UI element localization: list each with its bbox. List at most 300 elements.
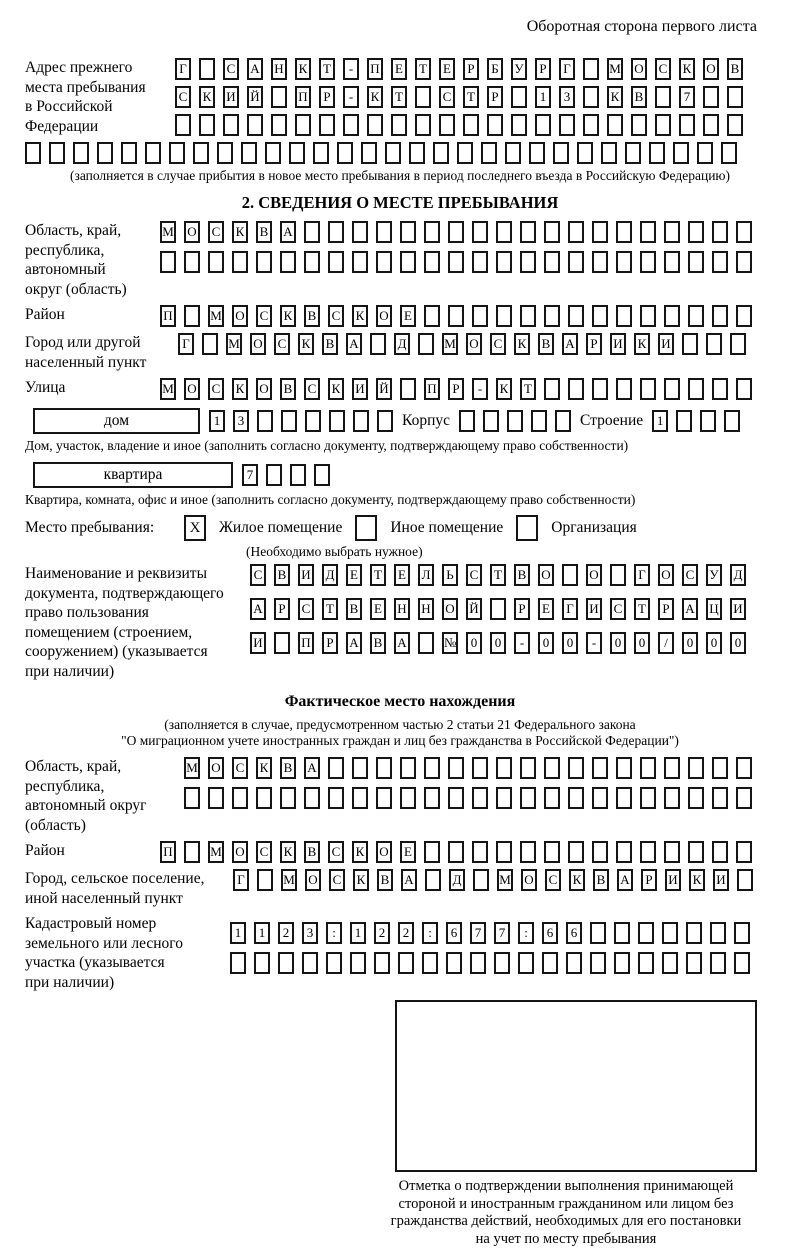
char-cell[interactable]	[175, 114, 191, 136]
char-cell[interactable]: Г	[562, 598, 578, 620]
char-cell[interactable]: И	[586, 598, 602, 620]
char-cell[interactable]: В	[280, 757, 296, 779]
apartment-cells[interactable]	[242, 464, 330, 486]
char-cell[interactable]	[566, 952, 582, 974]
char-cell[interactable]	[724, 410, 740, 432]
char-cell[interactable]: И	[250, 632, 266, 654]
char-cell[interactable]	[727, 86, 743, 108]
char-cell[interactable]	[662, 922, 678, 944]
korpus-cells[interactable]	[459, 410, 571, 432]
char-cell[interactable]: В	[514, 564, 530, 586]
char-cell[interactable]: М	[160, 221, 176, 243]
char-cell[interactable]	[352, 787, 368, 809]
char-cell[interactable]	[472, 305, 488, 327]
char-cell[interactable]	[385, 142, 401, 164]
char-cell[interactable]	[376, 757, 392, 779]
char-cell[interactable]	[568, 251, 584, 273]
char-cell[interactable]: -	[343, 86, 359, 108]
char-cell[interactable]	[703, 114, 719, 136]
char-cell[interactable]: Г	[559, 58, 575, 80]
char-cell[interactable]	[304, 787, 320, 809]
char-cell[interactable]	[472, 757, 488, 779]
char-cell[interactable]: Е	[400, 841, 416, 863]
char-cell[interactable]	[496, 757, 512, 779]
char-cell[interactable]	[305, 410, 321, 432]
document-row-2[interactable]	[250, 598, 746, 620]
char-cell[interactable]	[343, 114, 359, 136]
char-cell[interactable]	[314, 464, 330, 486]
char-cell[interactable]	[614, 922, 630, 944]
char-cell[interactable]	[607, 114, 623, 136]
char-cell[interactable]	[664, 787, 680, 809]
char-cell[interactable]	[577, 142, 593, 164]
char-cell[interactable]	[610, 564, 626, 586]
char-cell[interactable]: :	[326, 922, 342, 944]
char-cell[interactable]	[640, 757, 656, 779]
char-cell[interactable]: Е	[439, 58, 455, 80]
confirmation-mark-box[interactable]	[395, 1000, 757, 1172]
char-cell[interactable]: Р	[535, 58, 551, 80]
char-cell[interactable]: О	[538, 564, 554, 586]
char-cell[interactable]	[448, 305, 464, 327]
stay-type-checkbox-other[interactable]	[355, 515, 377, 541]
char-cell[interactable]	[520, 305, 536, 327]
char-cell[interactable]	[352, 757, 368, 779]
char-cell[interactable]	[679, 114, 695, 136]
char-cell[interactable]: К	[232, 378, 248, 400]
char-cell[interactable]: П	[295, 86, 311, 108]
char-cell[interactable]: 6	[446, 922, 462, 944]
char-cell[interactable]	[193, 142, 209, 164]
char-cell[interactable]	[736, 378, 752, 400]
char-cell[interactable]: И	[713, 869, 729, 891]
char-cell[interactable]	[199, 114, 215, 136]
char-cell[interactable]	[376, 221, 392, 243]
char-cell[interactable]	[448, 251, 464, 273]
char-cell[interactable]	[490, 598, 506, 620]
char-cell[interactable]: Д	[730, 564, 746, 586]
char-cell[interactable]: С	[439, 86, 455, 108]
char-cell[interactable]: С	[682, 564, 698, 586]
char-cell[interactable]	[472, 251, 488, 273]
char-cell[interactable]: О	[232, 841, 248, 863]
char-cell[interactable]	[25, 142, 41, 164]
char-cell[interactable]: И	[298, 564, 314, 586]
char-cell[interactable]	[281, 410, 297, 432]
char-cell[interactable]	[472, 841, 488, 863]
char-cell[interactable]: М	[607, 58, 623, 80]
char-cell[interactable]: /	[658, 632, 674, 654]
char-cell[interactable]: 1	[254, 922, 270, 944]
char-cell[interactable]	[329, 410, 345, 432]
char-cell[interactable]	[712, 305, 728, 327]
char-cell[interactable]	[271, 86, 287, 108]
char-cell[interactable]	[542, 952, 558, 974]
char-cell[interactable]: О	[232, 305, 248, 327]
char-cell[interactable]: О	[521, 869, 537, 891]
char-cell[interactable]: К	[280, 841, 296, 863]
char-cell[interactable]: 0	[682, 632, 698, 654]
char-cell[interactable]: Т	[490, 564, 506, 586]
char-cell[interactable]: 1	[350, 922, 366, 944]
char-cell[interactable]	[280, 787, 296, 809]
char-cell[interactable]	[448, 787, 464, 809]
char-cell[interactable]	[374, 952, 390, 974]
char-cell[interactable]: М	[160, 378, 176, 400]
char-cell[interactable]: К	[256, 757, 272, 779]
char-cell[interactable]	[424, 757, 440, 779]
char-cell[interactable]	[304, 221, 320, 243]
char-cell[interactable]: О	[376, 305, 392, 327]
char-cell[interactable]	[377, 410, 393, 432]
actual-region-row-1[interactable]	[184, 757, 752, 779]
char-cell[interactable]: К	[280, 305, 296, 327]
char-cell[interactable]	[304, 251, 320, 273]
char-cell[interactable]	[328, 757, 344, 779]
char-cell[interactable]	[507, 410, 523, 432]
char-cell[interactable]: 2	[374, 922, 390, 944]
char-cell[interactable]	[590, 952, 606, 974]
char-cell[interactable]: О	[376, 841, 392, 863]
char-cell[interactable]: Г	[175, 58, 191, 80]
char-cell[interactable]	[544, 787, 560, 809]
char-cell[interactable]	[328, 251, 344, 273]
char-cell[interactable]	[257, 869, 273, 891]
char-cell[interactable]: Т	[322, 598, 338, 620]
char-cell[interactable]	[353, 410, 369, 432]
char-cell[interactable]	[446, 952, 462, 974]
char-cell[interactable]: А	[280, 221, 296, 243]
char-cell[interactable]: 1	[230, 922, 246, 944]
document-row-3[interactable]	[250, 632, 746, 654]
char-cell[interactable]	[391, 114, 407, 136]
char-cell[interactable]: И	[658, 333, 674, 355]
char-cell[interactable]: А	[682, 598, 698, 620]
char-cell[interactable]	[529, 142, 545, 164]
char-cell[interactable]	[736, 305, 752, 327]
char-cell[interactable]	[544, 221, 560, 243]
char-cell[interactable]	[295, 114, 311, 136]
char-cell[interactable]	[688, 251, 704, 273]
char-cell[interactable]	[448, 221, 464, 243]
char-cell[interactable]: 0	[538, 632, 554, 654]
char-cell[interactable]: О	[658, 564, 674, 586]
char-cell[interactable]	[664, 378, 680, 400]
char-cell[interactable]: 3	[233, 410, 249, 432]
char-cell[interactable]: 7	[470, 922, 486, 944]
char-cell[interactable]: 0	[562, 632, 578, 654]
char-cell[interactable]	[520, 251, 536, 273]
char-cell[interactable]: К	[199, 86, 215, 108]
char-cell[interactable]	[328, 221, 344, 243]
char-cell[interactable]	[737, 869, 753, 891]
char-cell[interactable]	[184, 841, 200, 863]
prev-address-row-2[interactable]	[175, 86, 743, 108]
document-row-1[interactable]	[250, 564, 746, 586]
char-cell[interactable]: 7	[242, 464, 258, 486]
char-cell[interactable]	[734, 952, 750, 974]
char-cell[interactable]	[625, 142, 641, 164]
char-cell[interactable]: К	[232, 221, 248, 243]
char-cell[interactable]	[688, 378, 704, 400]
char-cell[interactable]	[682, 333, 698, 355]
char-cell[interactable]: К	[295, 58, 311, 80]
char-cell[interactable]: Р	[487, 86, 503, 108]
char-cell[interactable]: Р	[322, 632, 338, 654]
char-cell[interactable]: Д	[449, 869, 465, 891]
char-cell[interactable]: В	[631, 86, 647, 108]
char-cell[interactable]: С	[610, 598, 626, 620]
char-cell[interactable]: 1	[652, 410, 668, 432]
char-cell[interactable]: С	[208, 378, 224, 400]
char-cell[interactable]	[703, 86, 719, 108]
char-cell[interactable]: С	[466, 564, 482, 586]
char-cell[interactable]: Т	[520, 378, 536, 400]
char-cell[interactable]: 2	[398, 922, 414, 944]
char-cell[interactable]	[553, 142, 569, 164]
char-cell[interactable]	[655, 114, 671, 136]
char-cell[interactable]	[730, 333, 746, 355]
char-cell[interactable]: П	[160, 841, 176, 863]
char-cell[interactable]: К	[679, 58, 695, 80]
char-cell[interactable]: Г	[178, 333, 194, 355]
char-cell[interactable]: -	[514, 632, 530, 654]
char-cell[interactable]: Е	[394, 564, 410, 586]
char-cell[interactable]	[361, 142, 377, 164]
char-cell[interactable]	[664, 221, 680, 243]
char-cell[interactable]	[688, 305, 704, 327]
char-cell[interactable]	[232, 787, 248, 809]
char-cell[interactable]: М	[281, 869, 297, 891]
char-cell[interactable]: М	[497, 869, 513, 891]
prev-address-row-4[interactable]	[25, 142, 775, 164]
char-cell[interactable]: К	[353, 869, 369, 891]
char-cell[interactable]	[568, 787, 584, 809]
char-cell[interactable]	[230, 952, 246, 974]
char-cell[interactable]	[583, 86, 599, 108]
char-cell[interactable]	[583, 114, 599, 136]
char-cell[interactable]	[590, 922, 606, 944]
char-cell[interactable]: В	[727, 58, 743, 80]
char-cell[interactable]: А	[346, 632, 362, 654]
prev-address-row-1[interactable]	[175, 58, 743, 80]
char-cell[interactable]	[631, 114, 647, 136]
char-cell[interactable]	[160, 251, 176, 273]
char-cell[interactable]: Р	[319, 86, 335, 108]
char-cell[interactable]	[418, 333, 434, 355]
prev-address-row-3[interactable]	[175, 114, 743, 136]
char-cell[interactable]: П	[424, 378, 440, 400]
char-cell[interactable]: А	[346, 333, 362, 355]
char-cell[interactable]: О	[631, 58, 647, 80]
char-cell[interactable]: М	[184, 757, 200, 779]
char-cell[interactable]: А	[562, 333, 578, 355]
char-cell[interactable]	[592, 305, 608, 327]
char-cell[interactable]: В	[593, 869, 609, 891]
char-cell[interactable]	[326, 952, 342, 974]
char-cell[interactable]	[555, 410, 571, 432]
char-cell[interactable]: 2	[278, 922, 294, 944]
char-cell[interactable]: Е	[391, 58, 407, 80]
char-cell[interactable]	[592, 251, 608, 273]
char-cell[interactable]	[638, 952, 654, 974]
char-cell[interactable]	[400, 251, 416, 273]
char-cell[interactable]	[121, 142, 137, 164]
char-cell[interactable]	[459, 410, 475, 432]
stay-type-checkbox-residential[interactable]: X	[184, 515, 206, 541]
char-cell[interactable]: Г	[634, 564, 650, 586]
char-cell[interactable]: Р	[514, 598, 530, 620]
char-cell[interactable]: Й	[376, 378, 392, 400]
char-cell[interactable]	[592, 841, 608, 863]
char-cell[interactable]: И	[730, 598, 746, 620]
char-cell[interactable]: 7	[679, 86, 695, 108]
char-cell[interactable]: Т	[391, 86, 407, 108]
char-cell[interactable]	[302, 952, 318, 974]
char-cell[interactable]	[184, 787, 200, 809]
char-cell[interactable]	[688, 787, 704, 809]
char-cell[interactable]	[712, 787, 728, 809]
char-cell[interactable]: 7	[494, 922, 510, 944]
char-cell[interactable]	[370, 333, 386, 355]
char-cell[interactable]	[49, 142, 65, 164]
char-cell[interactable]: И	[665, 869, 681, 891]
region-row-2[interactable]	[160, 251, 752, 273]
char-cell[interactable]: А	[617, 869, 633, 891]
char-cell[interactable]	[697, 142, 713, 164]
char-cell[interactable]: П	[160, 305, 176, 327]
char-cell[interactable]: И	[352, 378, 368, 400]
char-cell[interactable]	[232, 251, 248, 273]
char-cell[interactable]: Г	[233, 869, 249, 891]
char-cell[interactable]	[616, 757, 632, 779]
char-cell[interactable]: 0	[730, 632, 746, 654]
char-cell[interactable]	[463, 114, 479, 136]
char-cell[interactable]	[439, 114, 455, 136]
char-cell[interactable]: О	[250, 333, 266, 355]
char-cell[interactable]	[319, 114, 335, 136]
char-cell[interactable]	[274, 632, 290, 654]
char-cell[interactable]	[568, 305, 584, 327]
char-cell[interactable]	[592, 787, 608, 809]
actual-region-row-2[interactable]	[184, 787, 752, 809]
char-cell[interactable]	[736, 221, 752, 243]
char-cell[interactable]	[400, 378, 416, 400]
char-cell[interactable]	[422, 952, 438, 974]
char-cell[interactable]: С	[256, 305, 272, 327]
char-cell[interactable]: Т	[463, 86, 479, 108]
char-cell[interactable]: С	[250, 564, 266, 586]
char-cell[interactable]	[97, 142, 113, 164]
char-cell[interactable]	[710, 952, 726, 974]
char-cell[interactable]	[433, 142, 449, 164]
char-cell[interactable]	[688, 757, 704, 779]
char-cell[interactable]	[473, 869, 489, 891]
char-cell[interactable]: М	[208, 841, 224, 863]
char-cell[interactable]: 0	[466, 632, 482, 654]
char-cell[interactable]	[673, 142, 689, 164]
char-cell[interactable]	[664, 757, 680, 779]
char-cell[interactable]	[518, 952, 534, 974]
char-cell[interactable]: А	[394, 632, 410, 654]
stay-type-checkbox-organization[interactable]	[516, 515, 538, 541]
char-cell[interactable]	[544, 305, 560, 327]
char-cell[interactable]: Е	[346, 564, 362, 586]
char-cell[interactable]: А	[250, 598, 266, 620]
char-cell[interactable]	[352, 251, 368, 273]
street-row[interactable]	[160, 378, 752, 400]
city-row[interactable]	[178, 333, 746, 355]
char-cell[interactable]: К	[352, 305, 368, 327]
char-cell[interactable]: Н	[418, 598, 434, 620]
char-cell[interactable]: Б	[487, 58, 503, 80]
char-cell[interactable]: Р	[448, 378, 464, 400]
char-cell[interactable]	[721, 142, 737, 164]
char-cell[interactable]	[241, 142, 257, 164]
char-cell[interactable]: Л	[418, 564, 434, 586]
char-cell[interactable]	[616, 221, 632, 243]
char-cell[interactable]: -	[343, 58, 359, 80]
char-cell[interactable]	[616, 251, 632, 273]
char-cell[interactable]	[247, 114, 263, 136]
char-cell[interactable]	[400, 221, 416, 243]
char-cell[interactable]: Е	[400, 305, 416, 327]
char-cell[interactable]: К	[569, 869, 585, 891]
char-cell[interactable]	[712, 757, 728, 779]
char-cell[interactable]	[400, 757, 416, 779]
char-cell[interactable]	[616, 378, 632, 400]
char-cell[interactable]: К	[298, 333, 314, 355]
char-cell[interactable]: В	[274, 564, 290, 586]
char-cell[interactable]: М	[226, 333, 242, 355]
char-cell[interactable]: У	[511, 58, 527, 80]
char-cell[interactable]	[544, 251, 560, 273]
char-cell[interactable]	[520, 841, 536, 863]
char-cell[interactable]	[640, 841, 656, 863]
char-cell[interactable]	[664, 251, 680, 273]
char-cell[interactable]	[520, 757, 536, 779]
char-cell[interactable]	[655, 86, 671, 108]
char-cell[interactable]: О	[208, 757, 224, 779]
char-cell[interactable]: В	[322, 333, 338, 355]
char-cell[interactable]: :	[518, 922, 534, 944]
char-cell[interactable]: К	[689, 869, 705, 891]
char-cell[interactable]	[184, 305, 200, 327]
char-cell[interactable]	[592, 378, 608, 400]
char-cell[interactable]: С	[298, 598, 314, 620]
char-cell[interactable]	[568, 221, 584, 243]
actual-city-row[interactable]	[233, 869, 753, 891]
char-cell[interactable]	[544, 841, 560, 863]
char-cell[interactable]: Т	[319, 58, 335, 80]
char-cell[interactable]	[712, 221, 728, 243]
char-cell[interactable]	[535, 114, 551, 136]
char-cell[interactable]	[337, 142, 353, 164]
char-cell[interactable]	[601, 142, 617, 164]
char-cell[interactable]	[424, 305, 440, 327]
char-cell[interactable]	[496, 305, 512, 327]
char-cell[interactable]	[544, 757, 560, 779]
char-cell[interactable]	[616, 787, 632, 809]
char-cell[interactable]: О	[442, 598, 458, 620]
char-cell[interactable]	[640, 305, 656, 327]
char-cell[interactable]	[496, 221, 512, 243]
char-cell[interactable]: В	[346, 598, 362, 620]
char-cell[interactable]: С	[274, 333, 290, 355]
char-cell[interactable]: К	[514, 333, 530, 355]
char-cell[interactable]	[700, 410, 716, 432]
char-cell[interactable]	[676, 410, 692, 432]
